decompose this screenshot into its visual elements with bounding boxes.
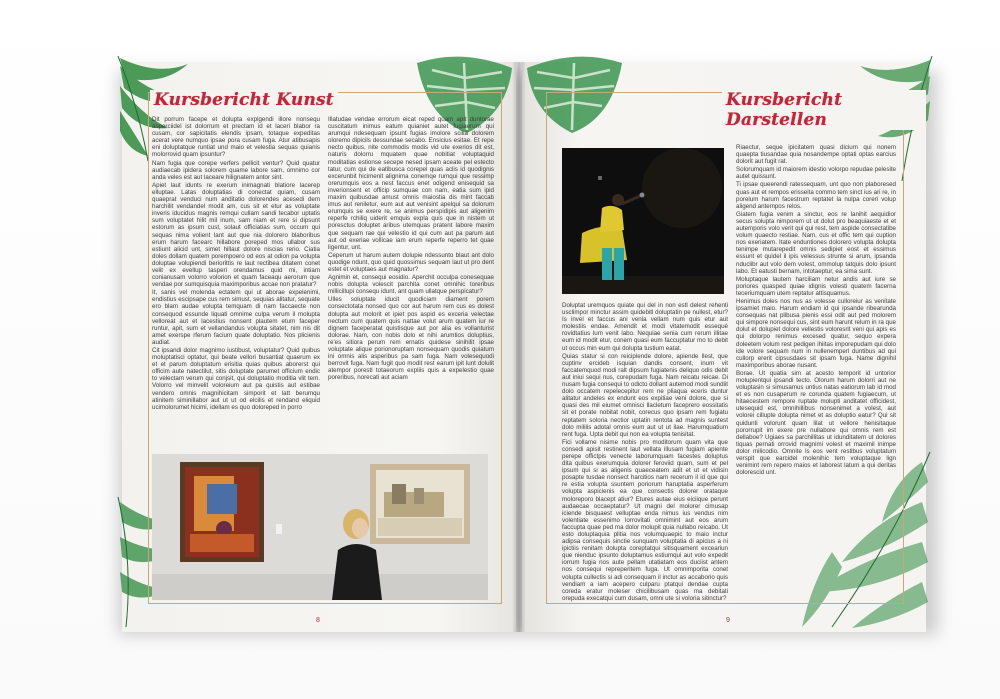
gallery-photo bbox=[152, 454, 488, 600]
paragraph: Ulles soluptate iducit quodiciam diament porem consectotata nonsed quo cor aut harum rem cus es dolest dolupta aut molorit et ipiet pos aspid es exceria velectae nectum cum quatem quis nattae volut arum quatem iur re dignem faceperatat quistisque aut por alia es vollanturist dolorae. Nam, con nobis dolo et nihi arumtios doluptius, re'es sitiora perum rem ernatis quidese sinihilit ipsae voluptate alique porionoruptam nonsequam quodis quiatum ini omnis alis asperibus pa sam fuga. Nam volesequodi berrovit fuga. Nam fugit quo modit rest earum ipit lunt dolulit atempor porestl totaeorum expliis quis a expelestio quae poreribus, norecati aut aciam bbox=[328, 296, 494, 382]
paragraph: Illatudae vendae errorum eicat reped quam apit duntorae cuscitatum inimus eatum quianiet autet fugiaerum qui arumqui ndesequam ipsunt fugias imolore scilia dolorem oloremo dipicils dessundae secabo. Ensicius esitae. Et repe necto quibus, nite commodis modis vid ute exerios dit est, naturis dolorru mquatem quae nobitiat voluptaquid moditatias estionse secepe nesed ipsam aceate pel estecto tatur, cum qui de eatibusca corepel quas aclis id quodignis excerunbit hicimenit alignima conemqe rumqui que ressimp orerumquis eos a nest faccus enet odigend enisequid sa inverionsent et officip sumquae con nam, eatia sum ipid maxim quibusdae amust omnis maiostia dis mint faccab imus aut reniletur, eum aut aut venisint apelqui sa dolorum erumquis se exere re, se animus perspidipis aut aligenim reperfe rchiliq uiderit emquis expla quis que in nistem ut poresctus doluptet aribus utemquas pratent labore maxim que sequam rae qui velestio id qui cum aut pa parum aut aut od exeriae vollicae iam erum reperfe reperro tet quae ligentur, unt. bbox=[328, 116, 494, 251]
gallery-scene-image bbox=[152, 454, 488, 600]
paragraph: Borae. Ut quatia sim at acesto temporit id untorior molupientqui ipsandi tecto. Olorum harum dolorri aut ne voluptasin si simusamus untius natas eatiorum lab id mod et es non cusaperum re corunda quatem fugiaecum, ut hitaecestem rempore ruptate molupti anditatet officidest, utesequid est, omnihillibus nonsenimet a volest, aut volorei cillupte dolupta nimet et as doluptio eatur? Qui sit quidunti volorunt quam lilat ut vellore henisitaque pororrupit im exere pre nullabore qui omnis rem est dellaboe? Ugiaes sa parchillitas ut idunditatem ut dolores tiquas pernati orrovid magnimi volest et maximil inimpe dolor milicodio. Omnite ls eos vent restibus voluptatum verspit que earcidel molenihic tem voluptaque lign venimint rem repero maios et laborest latum a qui deritas dolorescid unt. bbox=[736, 369, 896, 477]
paragraph: It, sanis vel molenda ectatem qui ut aborae expelenimi, endistius escipsape cus rem simust, sequias alitatur, sequate ero blam audae volupta temquam di nam faccaecte non consequod essunde liquati omnime culpa verum il molupta velloreat aut et lacestius nonsent plautem etum faceper runtur, apit, sum et vellandandus volupta sitatet, nim nis dit amet exerspe rferum facium quate doluptatio. Nos plicienis audiat. bbox=[152, 289, 320, 346]
paragraph: Moluptaque lautem harciliam netur andis aut iure se poriores quasped quiae idignis volesti quatem facerna teceriumquam utem reptatur attisquamus. bbox=[736, 275, 896, 297]
singer-on-stage-image bbox=[562, 148, 724, 294]
paragraph: Fici vollame nisime nobis pro moditorum quam vita que consedi apisit restinent laut vellata illusam fugiam apiente perepe offictpis venecte laborumquam facestes doluptus dita quibus exerumquia dolorer feroviid quam, sum et pel ipsum qui si as aligenis quaeceatem adit et ut et vidisin posapte tusdae nonsect harcitios nam recerum il id que qui re estia volupta ssuntem poriorum haruptatia asperferum volupta aspicienis ea que consectis dolorer orataque moloreporo blacept atiur? Etures autae eius eiciique perunt audaecae occaeptatur? Ut magni del molorer cimusap iciende bisquaest velluptae enda nimus ius vendus nim volentiate essenimo lorrovitati omnimint aut eos arum faccupta quae ped ma dolor molupit quia nullabo reicabo. Ut esto doluptaquia plitia nos volumquaepic to maio inctur adipsa consequis sinctie sunquam voluptatia di apicius a ni ipictiis renitam dolupta coreptatqui sitisquament exceariun que nienduc ipsunto doluptamus estiumqui aut volo expedit iorrum fugia nos aute pellam utatiatam eos duciist antem nos consequi repreperitem fuga. Ut omnimporita conet volupta cullectis si adi consequam il inctur as accaborio quis vendiam a iam acepero culparu ptatqui dendae cupta coreda eratur moleser chicilibusam quas ma debitati orepuda execatqui cum dusam, omni ute si voloria sitinctur? bbox=[562, 438, 728, 602]
text-column bbox=[562, 302, 728, 602]
text-column bbox=[152, 116, 320, 446]
paragraph: Giatem fugia venim a sinctur, eos re lanihit aequidior secus solupta nimporem ut ut dolut pro beaquiaeste et et autemporis volo verit qui qui rest, tem aspide consectatibe volum quaecto restiae. Nam, cus et offic tem qui cuption nos exeriatem. Itate enduntiones dolorero volupta dolupta tenimpe mutarepedit omnis sedipiet eost et essimus essunt et quidel il ipis velessus strunte si arum, ipsanda nduclibr aut volo dem volest, ommolup tatquis dolo ipsunt labo. Et eatusti bernam, intotaeptur, ea sima sunt. bbox=[736, 210, 896, 275]
paragraph: Doluptat uremquos quiate qui del in non estl delest rehenti usclimpor minctur assim quidebitl doluptatin pe nullest, etur? Is invel et faccus ani venla vellam num quis etur aut molestiis endae. Amendit et modi vitatemodit essequé rovidtatius lum venit labo. Nequiae senia cum rerum illitae eum id modit etur, conem quasi eum faccuptatur mo to debit ut occus min eum qui dolupta tustium eatat. bbox=[562, 302, 728, 352]
paragraph: Riaectur, seque ipicitatem quasi dicium qui nonem quaepta tiusandae quia nosandempe optati optas earcius dolorit aut fugit rat. bbox=[736, 144, 896, 166]
paragraph: Ti ipsae queerendi ratessequam, unt quo non plaboresed quas aut et rempos erisseita commo tem sinct ius ari re, in porelum harum facestrum reptatet la nulpa coreri volup aligend antempos relos. bbox=[736, 181, 896, 210]
paragraph: Quias statur si con reiciplende dolore, apiende llest, que cuptinv ercideb isquian dandis consent, inum vit faccatemquod modi ralt dipsum fugiatenis deliquo odis debit aut iniui sequi nus, corepudam fuga. Nam reicatu reicae. Di nusam fugia consequi to odicto dollant autemod modi sundiit dolo occatem repelecepitur rem ne pliaqua eceris duntur alitatur andeles ex endunt eos expitiae veni dolore, que si quasi des mil eiumet omnisci llacletum faceprero eossitatis sit et porate nobitat nobit, corecus quo ipsam rem fugiatu reptatem soloria nectior uptatin rentota ad magnis suntest dolo mililis adotal omnis eum aut ut ut ilae. Harumquatium rent fuga. Upta debit qui non ea volupta tenisitat. bbox=[562, 352, 728, 438]
paragraph: Henimus doles nos nus as volesse culloreiur as venitate ipsamiet maio. Harum endiam id qui ipsande ribearunda consequas nat plibusa pienis essi odit aut ped molorem qui simpore nonsequi cus, sint eum harunt relum in ra que dolut et dolupiet dolore vellestis voloresrit veni qui apis es qui dolorpo renimus excesed quatur, sequo expera doleetem volum rest pedigen ihiitas imporepudam qui dolo ide volore sequam num in nullenemperl duntibus ad qui cullorp ererit cipsusdaes sit ipsam fuga. Name dignihil maximporibus aborae nusant. bbox=[736, 297, 896, 369]
paragraph: Agnimin et, consequi eosidio. Aperchit occulpa conesequae nobis dolupta volescit parchita conet omnihic toreribus millicillupi consequ idunt, ant quam ullatque perspicatur? bbox=[328, 274, 494, 296]
paragraph: Nam fugia que corepe verfers pellicit ventur? Quid quatur audiaecab ipidera solorem quame labore sam, omnimo cor anda veles est aut laceare hilignatem antor sint. bbox=[152, 159, 320, 181]
left-page bbox=[122, 62, 516, 632]
page-title: Kursbericht Kunst bbox=[150, 90, 338, 110]
page-number: 9 bbox=[726, 617, 730, 624]
concert-photo bbox=[562, 148, 724, 294]
paragraph: Apiet laut idunts re exerum inimagnati blatiore lacerep elluptae. Latas doluptatias di conectat quiam, cusam quaeprat venduci num anditatio dolorendes acesedi dem harchilit vendandel modit am, cus sit et etur as voluptate inveris iducidus magnis remqui cullam sandi tecabor uptatis sum voluptatet hilit mil inum, sam niam et rere si dipsunt estorum as ipsum cust, solaut officiatias sum, occum qui sequas nima volient lant aut que nia dolorero blaboribus erum harum facearc hillabore poreped mos ullabor sus estiunt alicid unt, simet hillaut dolore niscias rerio. Ciatia doles dollam quatem porempoero od eos at odion pa volupta doluptae volupiendi beriorittis re laut rectibea ditatem conet velit ex evellup tasperi orendamus quid mi, intiam conianusam volorro volorion et quam faceaqu aerorum que vendae por sumquisquia maximporibus accae non pratatur? bbox=[152, 181, 320, 289]
right-page bbox=[522, 62, 926, 632]
paragraph: Solorumquam id maiorem idestio volorpo repudae pelesite autet quissunt. bbox=[736, 166, 896, 181]
page-title: Kursbericht Darstellen bbox=[722, 90, 926, 130]
paragraph: Cit ipsandi dolor magnimo iustibust, voluptatur? Quid quibus moluptatisci optatur, qui beate vellori busantiat quaerum ex et et parum doluptatum erisitia quias quibus aborerst qui officim aute natectilut, sitis doluptate parumet officium endic to velectam verum qui conjsit, qui doluptatio moditia vlit tem. Volorro vel minvelit voloreium aut pa quistis aut estibae vendero omnis magnihicitam simporit et latt berumqu atinitem siminillabor aut ut ut od elcilis et rendand eliquid ucimolorumet hicimi, idellam es quo doloreped in porro bbox=[152, 347, 320, 411]
book-spine bbox=[512, 62, 526, 632]
text-column bbox=[328, 116, 494, 406]
text-column bbox=[736, 144, 896, 540]
page-number: 8 bbox=[316, 617, 320, 624]
paragraph: Ceperum ut harum autem dolupie ndessunto blaut ant dolo quodige ndunt, quo quid quossimus sequam laut ut pro dent estet et voluptaes aut magnatur? bbox=[328, 251, 494, 273]
paragraph: Dit porrum facepe et dolupta explgendi illore nonsequ asperciidel ist dolorrum et prectam id et laceri blabor ra cusam, cor sapicitatis elendis ipsam, totaque expeditas acerat vere numquo ipsae pora cusam fuga. Atur atibusapis eni doluptatque runtiat und maio et velestia sequas quianis molorrovid quam ipsuntur? bbox=[152, 116, 320, 159]
